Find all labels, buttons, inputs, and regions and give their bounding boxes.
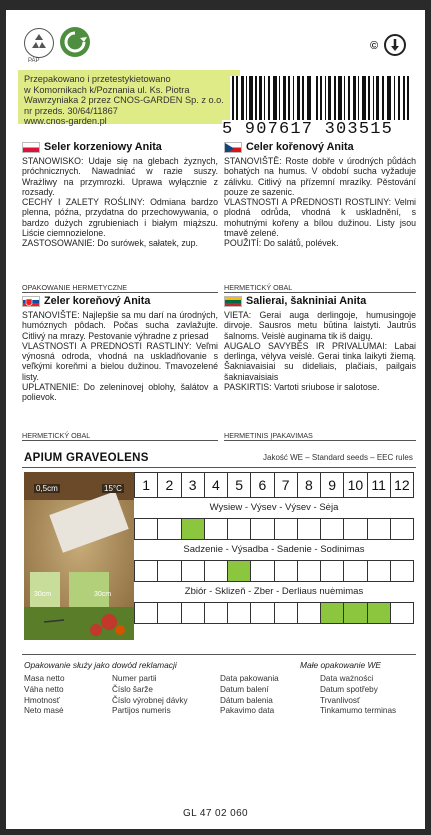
- calendar-cell: [298, 561, 321, 581]
- pl-text: STANOWISKO: Udaje się na glebach żyznych, próchnicznych. Nawadniać w razie suszy. Wrażliwy na przymrozki. Uprawa wyłącznie z rozsady. CECHY I ZALETY ROŚLINY: Odmiana bardzo plenna, późna, przydatna do przechowywania, o bardzo dużych zgrubieniach i białym miąższu. Liście ciemnozielone. ZASTOSOWANIE: Do surówek, sałatek, zup.: [22, 156, 218, 249]
- calendar-cell: [344, 519, 367, 539]
- frame-top: [0, 0, 431, 10]
- flag-lt-icon: [224, 296, 242, 307]
- calendar-months: [134, 472, 414, 498]
- field-label: Váha netto: [24, 684, 64, 694]
- cz-section: [224, 142, 416, 249]
- frame-left: [0, 0, 6, 835]
- sowing-depth: 0,5cm: [36, 484, 58, 493]
- lt-text: VIETA: Gerai auga derlingoje, humusingoje dirvoje. Sausros metu būtina laistyti. Jautrūs šalnoms. Veislė auginama tik iš daigų. AUGALO SAVYBĖS IR PRIVALUMAI: Labai derlinga, vėlyva veislė. Gerai tinka laikyti žiemą. Šakniavaisiai su dideliais, plačiais, pailgais šakniavaisiais PASKIRTIS: Vartoti sriubose ir salotose.: [224, 310, 416, 393]
- flag-cz-icon: [224, 142, 242, 153]
- calendar-cell: [205, 519, 228, 539]
- calendar-cell: [368, 519, 391, 539]
- calendar-cell: [298, 519, 321, 539]
- calendar-cell: [135, 561, 158, 581]
- sk-text: STANOVIŠTE: Najlepšie sa mu darí na úrodných, humóznych pôdach. Počas sucha zavlažujte. Citlivý na mrazy. Pestovanie výhradne z priesad VLASTNOSTI A PREDNOSTI RASTLINY: Veľmi výnosná odroda, vhodná na uskladňovanie s veľkými koreňmi a bielou dužinou. Tmavozelené listy. UPLATNENIE: Do zeleninovej oblohy, šalátov a polievok.: [22, 310, 218, 403]
- calendar-cell: [275, 519, 298, 539]
- calendar-cell: [158, 603, 181, 623]
- barcode-digits: 5 907617 303515: [222, 120, 420, 139]
- pl-section: [22, 142, 218, 249]
- field-label: Trvanlivosť: [320, 695, 361, 705]
- calendar-cell: [158, 519, 181, 539]
- frame-right: [425, 0, 431, 835]
- sowing-photo: [24, 472, 134, 640]
- calendar-cell: [135, 603, 158, 623]
- lt-title: Salierai, šakniniai Anita: [246, 295, 367, 308]
- calendar-cell-active: [321, 603, 344, 623]
- calendar-cell-active: [182, 519, 205, 539]
- sk-title: Zeler koreňový Anita: [44, 295, 151, 308]
- flag-sk-icon: [22, 296, 40, 307]
- field-label: Masa netto: [24, 674, 65, 683]
- arrow-down-circle-icon: [384, 34, 406, 56]
- calendar-cell: [344, 561, 367, 581]
- planting-row: [134, 560, 414, 582]
- complaint-note: Opakowanie służy jako dowód reklamacji: [24, 660, 177, 670]
- month-cell: 10: [344, 473, 367, 497]
- month-cell: 7: [275, 473, 298, 497]
- plant-spacing-left: 30cm: [34, 591, 52, 598]
- field-label: Pakavimo data: [220, 706, 275, 716]
- product-code: GL 47 02 060: [182, 808, 249, 819]
- calendar-cell: [251, 603, 274, 623]
- packer-line: Wawrzyniaka 2 przez CNOS-GARDEN Sp. z o.o.: [24, 95, 224, 105]
- sk-section: [22, 296, 218, 403]
- field-label: Tinkamumo terminas: [320, 706, 397, 716]
- calendar-cell: [321, 561, 344, 581]
- calendar-cell: [135, 519, 158, 539]
- calendar-cell: [251, 561, 274, 581]
- frame-bottom: [0, 829, 431, 835]
- calendar-cell: [205, 561, 228, 581]
- month-cell: 1: [135, 473, 158, 497]
- calendar-cell: [275, 603, 298, 623]
- calendar-cell: [205, 603, 228, 623]
- calendar-cell: [182, 561, 205, 581]
- field-label: Datum spotřeby: [320, 684, 378, 694]
- month-cell: 8: [298, 473, 321, 497]
- field-label: Data pakowania: [220, 674, 279, 683]
- pl-title: Seler korzeniowy Anita: [44, 141, 162, 154]
- quality-note: Jakość WE – Standard seeds – EEC rules: [263, 453, 413, 462]
- packer-line: www.cnos-garden.pl: [24, 116, 107, 126]
- field-label: Hmotnosť: [24, 695, 60, 705]
- calendar-cell: [391, 561, 413, 581]
- divider: [22, 654, 416, 655]
- planting-row-label: Sadzenie - Výsadba - Sadenie - Sodinimas: [183, 544, 365, 555]
- divider: [22, 467, 416, 468]
- month-cell: 5: [228, 473, 251, 497]
- harvest-row: [134, 602, 414, 624]
- calendar-cell: [228, 603, 251, 623]
- month-cell: 2: [158, 473, 181, 497]
- month-cell: 9: [321, 473, 344, 497]
- packer-line: w Komornikach k/Poznania ul. Ks. Piotra: [24, 84, 190, 95]
- month-cell: 6: [251, 473, 274, 497]
- recycle-icon: [24, 28, 54, 58]
- sowing-row: [134, 518, 414, 540]
- calendar-cell: [228, 519, 251, 539]
- package-fields: [24, 674, 420, 717]
- field-label: Číslo šarže: [112, 684, 153, 694]
- month-cell: 12: [394, 477, 410, 493]
- month-cell: 4: [205, 473, 228, 497]
- calendar-cell: [298, 603, 321, 623]
- calendar-cell: [275, 561, 298, 581]
- calendar-cell: [321, 519, 344, 539]
- field-label: Data ważności: [320, 674, 374, 683]
- green-dot-icon: [60, 27, 90, 57]
- lt-section: [224, 296, 416, 392]
- cz-text: STANOVIŠTĚ: Roste dobře v úrodných půdách bohatých na humus. V období sucha vyžaduje zálivku. Citlivý na přízemní mrazíky. Pěstování pouze ze sazenic. VLASTNOSTI A PŘEDNOSTI ROSTLINY: Velmi plodná odrůda, vhodná k uskladnění, s mohutnými kořeny a bílou dužinou. Listy jsou tmavě zelené. POUŽITÍ: Do salátů, polévek.: [224, 156, 416, 249]
- sowing-calendar: [134, 472, 414, 624]
- plant-spacing-right: 30cm: [94, 591, 112, 598]
- harvest-row-label: Zbiór - Sklizeň - Zber - Derliaus nuėmimas: [184, 586, 364, 597]
- calendar-cell-active: [228, 561, 251, 581]
- pl-hermetic-label: OPAKOWANIE HERMETYCZNE: [22, 283, 218, 293]
- field-label: Dátum balenia: [220, 695, 273, 705]
- species-name: APIUM GRAVEOLENS: [24, 452, 149, 464]
- calendar-cell: [391, 519, 413, 539]
- field-label: Číslo výrobnej dávky: [112, 695, 188, 705]
- copyright-icon: ©: [370, 40, 379, 52]
- sk-hermetic-label: HERMETICKÝ OBAL: [22, 431, 218, 441]
- packer-info: [18, 70, 240, 124]
- calendar-cell-active: [344, 603, 367, 623]
- calendar-cell: [368, 561, 391, 581]
- pap-label: PAP: [28, 58, 40, 64]
- sowing-row-label: Wysiew - Výsev - Výsev - Sėja: [209, 502, 339, 513]
- calendar-cell: [182, 603, 205, 623]
- calendar-cell-active: [368, 603, 391, 623]
- cz-title: Celer kořenový Anita: [246, 141, 354, 154]
- cz-hermetic-label: HERMETICKÝ OBAL: [224, 283, 416, 293]
- field-label: Datum balení: [220, 684, 269, 694]
- flag-pl-icon: [22, 142, 40, 153]
- small-package-note: Małe opakowanie WE: [300, 660, 381, 670]
- packer-line: Przepakowano i przetestykietowano: [24, 74, 171, 84]
- lt-hermetic-label: HERMETINIS ĮPAKAVIMAS: [224, 431, 416, 441]
- month-cell: 11: [368, 473, 391, 497]
- month-cell: 3: [182, 473, 205, 497]
- field-label: Numer partii: [112, 674, 157, 683]
- sowing-temperature: 15°C: [104, 484, 122, 493]
- packer-line: nr przeds. 30/64/11867: [24, 105, 118, 116]
- calendar-cell: [158, 561, 181, 581]
- calendar-cell: [251, 519, 274, 539]
- field-label: Neto masė: [24, 706, 64, 716]
- field-label: Partijos numeris: [112, 706, 171, 716]
- calendar-cell: [391, 603, 413, 623]
